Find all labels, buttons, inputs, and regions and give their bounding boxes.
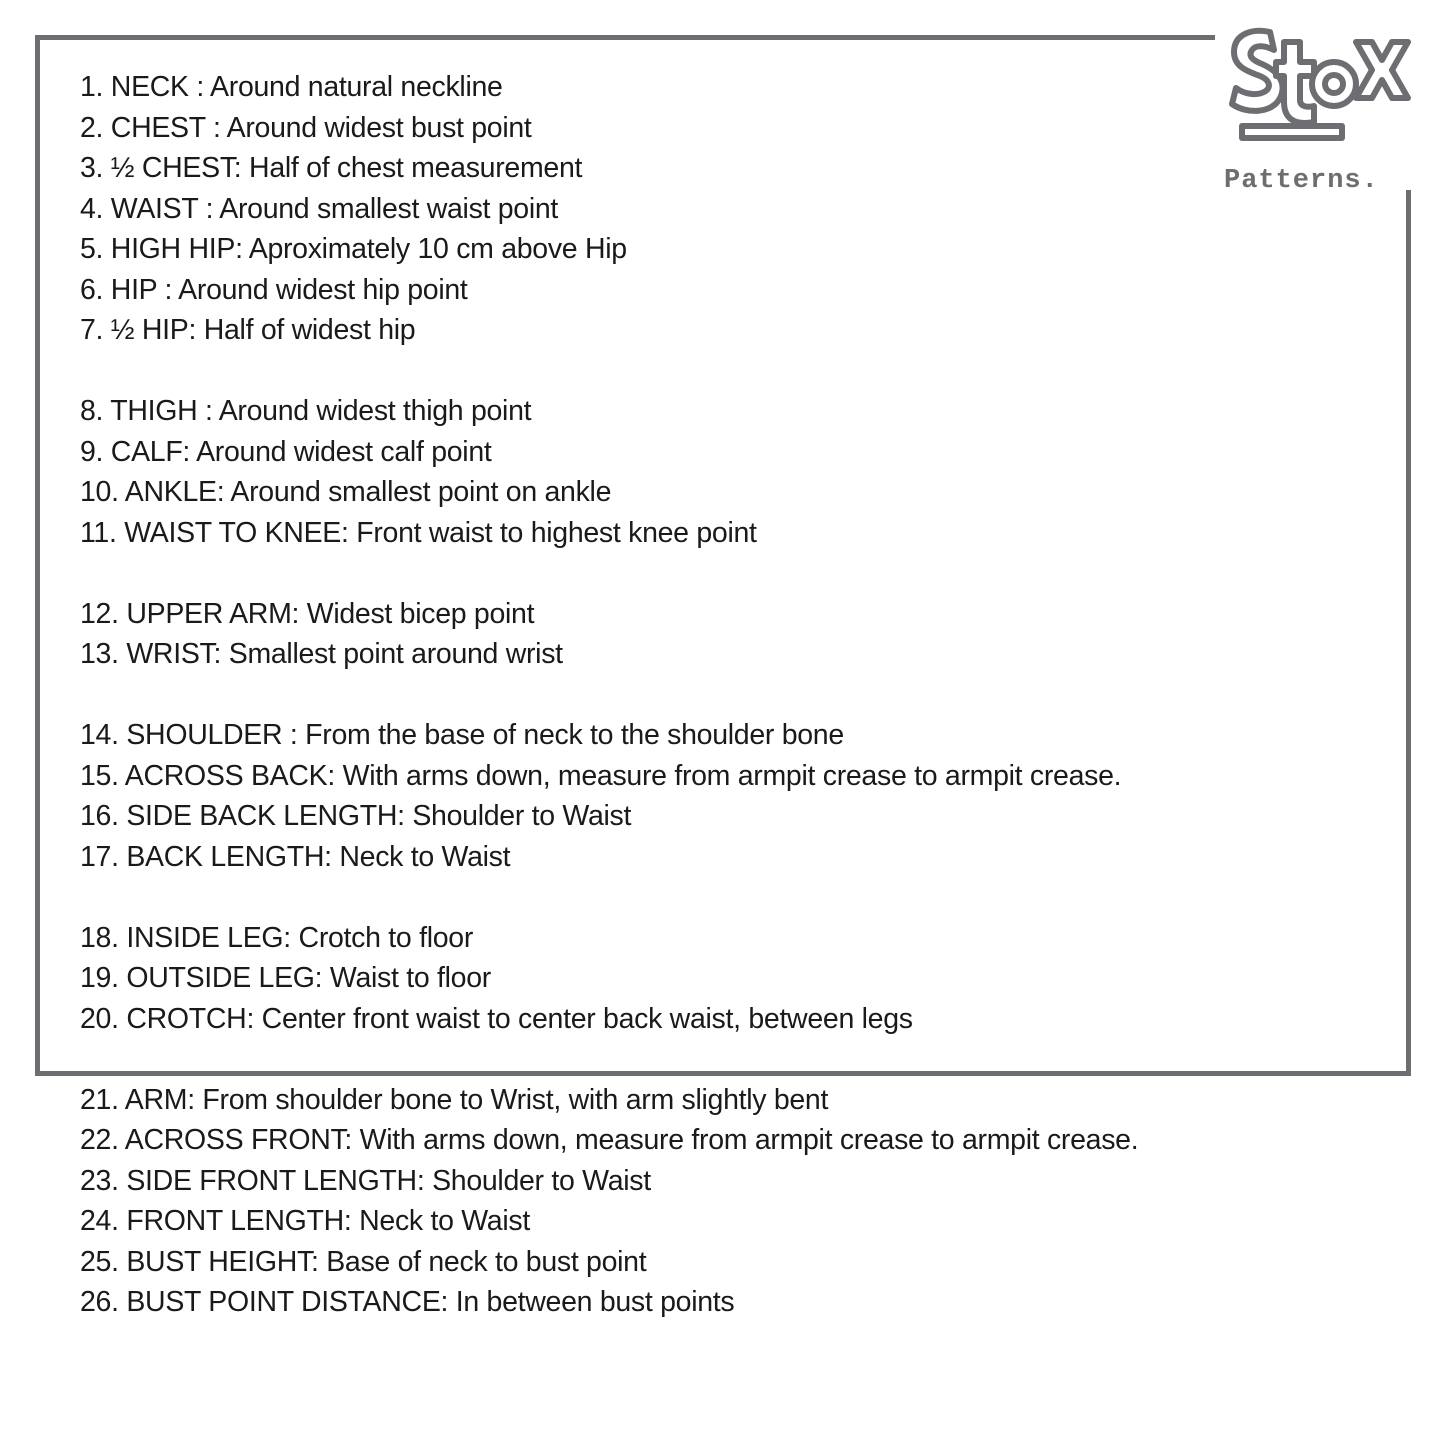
measurement-item: 26. BUST POINT DISTANCE: In between bust points	[80, 1286, 735, 1318]
measurement-item: 14. SHOULDER : From the base of neck to the shoulder bone	[80, 719, 844, 751]
logo-subtitle: Patterns.	[1224, 166, 1379, 196]
measurement-item: 13. WRIST: Smallest point around wrist	[80, 638, 563, 670]
measurement-list	[80, 67, 1138, 1323]
measurement-item: 7. ½ HIP: Half of widest hip	[80, 314, 416, 346]
measurement-item: 22. ACROSS FRONT: With arms down, measure from armpit crease to armpit crease.	[80, 1124, 1139, 1156]
measurement-item: 17. BACK LENGTH: Neck to Waist	[80, 840, 511, 873]
brand-logo	[1222, 22, 1414, 196]
measurement-item: 23. SIDE FRONT LENGTH: Shoulder to Waist	[80, 1164, 651, 1197]
measurement-item: 5. HIGH HIP: Aproximately 10 cm above Hip	[80, 233, 627, 265]
measurement-item: 24. FRONT LENGTH: Neck to Waist	[80, 1205, 530, 1237]
measurement-item: 10. ANKLE: Around smallest point on ankle	[80, 476, 612, 508]
frame-left-border	[35, 35, 40, 1076]
stox-logo-icon	[1222, 22, 1414, 150]
measurement-item: 3. ½ CHEST: Half of chest measurement	[80, 152, 583, 184]
group-spacer	[80, 675, 1138, 716]
group-spacer	[80, 553, 1138, 594]
measurement-item: 15. ACROSS BACK: With arms down, measure from armpit crease to armpit crease.	[80, 759, 1122, 792]
frame-top-border	[35, 35, 1215, 40]
group-spacer	[80, 1039, 1138, 1080]
measurement-item: 19. OUTSIDE LEG: Waist to floor	[80, 962, 491, 994]
measurement-item: 20. CROTCH: Center front waist to center back waist, between legs	[80, 1002, 913, 1035]
measurement-item: 11. WAIST TO KNEE: Front waist to highest knee point	[80, 516, 757, 549]
measurement-item: 4. WAIST : Around smallest waist point	[80, 192, 559, 225]
frame-right-border	[1406, 190, 1411, 1076]
measurement-item: 2. CHEST : Around widest bust point	[80, 111, 532, 144]
measurement-item: 1. NECK : Around natural neckline	[80, 71, 503, 103]
measurement-item: 12. UPPER ARM: Widest bicep point	[80, 597, 535, 630]
measurement-item: 6. HIP : Around widest hip point	[80, 273, 468, 306]
measurement-item: 9. CALF: Around widest calf point	[80, 435, 492, 468]
measurement-item: 16. SIDE BACK LENGTH: Shoulder to Waist	[80, 800, 632, 832]
measurement-item: 8. THIGH : Around widest thigh point	[80, 395, 532, 427]
group-spacer	[80, 351, 1138, 392]
measurement-item: 18. INSIDE LEG: Crotch to floor	[80, 921, 474, 954]
measurement-item: 25. BUST HEIGHT: Base of neck to bust point	[80, 1245, 647, 1278]
group-spacer	[80, 877, 1138, 918]
measurement-item: 21. ARM: From shoulder bone to Wrist, with arm slightly bent	[80, 1083, 829, 1116]
